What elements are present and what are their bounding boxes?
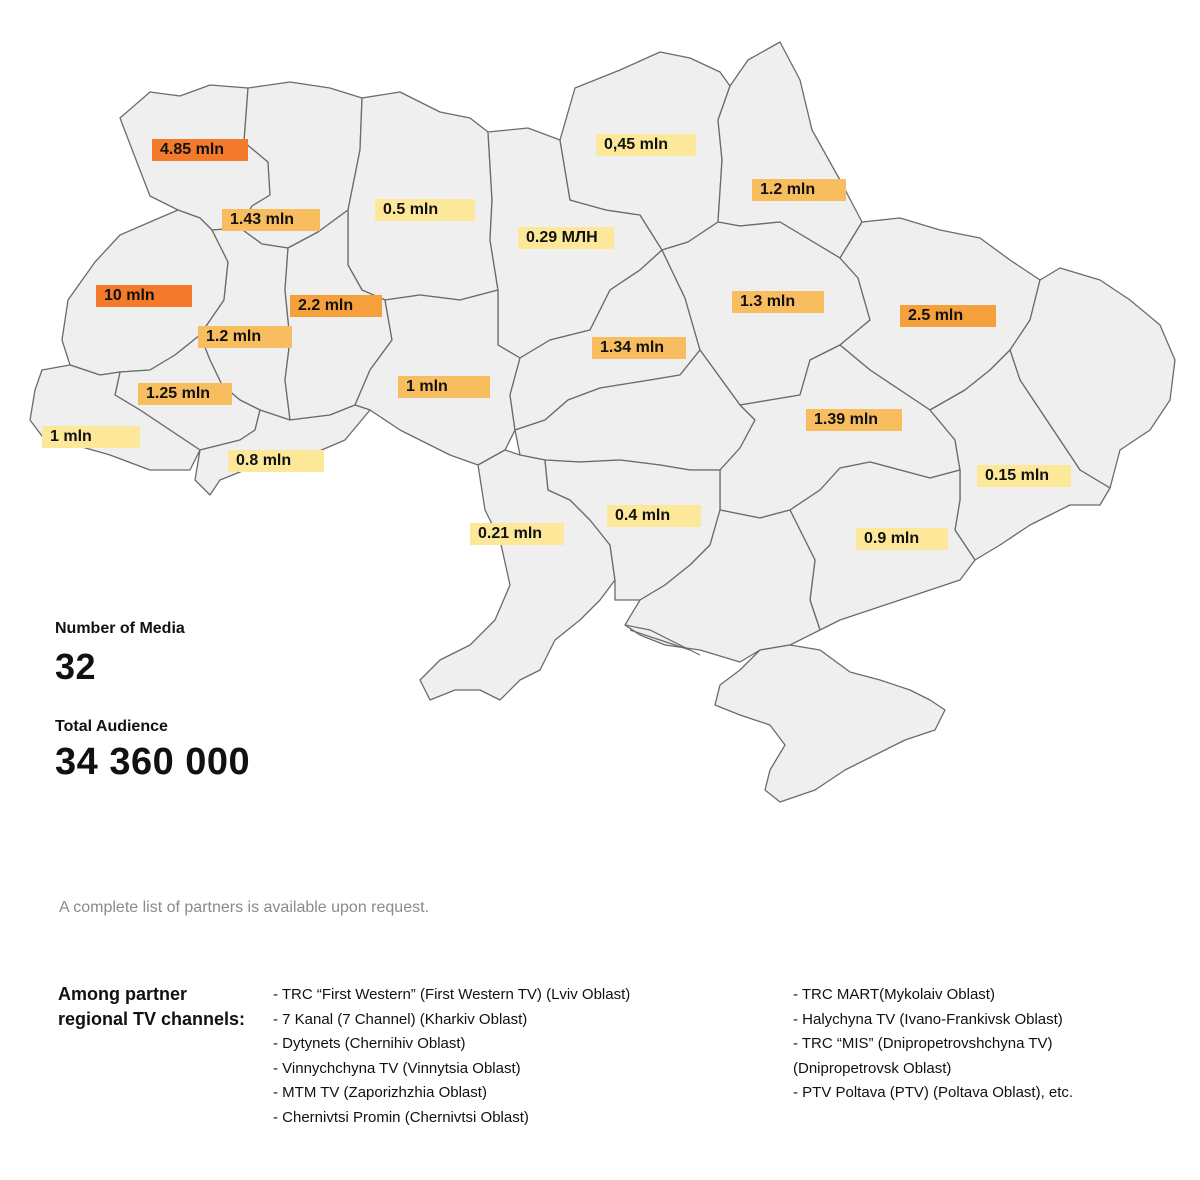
audience-label: Total Audience [55,718,168,735]
media-count-value: 32 [55,646,97,687]
partner-item: - Halychyna TV (Ivano-Frankivsk Oblast) [793,1010,1063,1028]
partner-item: - Dytynets (Chernihiv Oblast) [273,1035,466,1052]
region-audience-label: 2.2 mln [290,295,382,317]
region-audience-label: 0.21 mln [470,523,564,545]
region-audience-label: 1 mln [398,376,490,398]
media-count-label: Number of Media [55,620,185,637]
region-audience-label: 0.8 mln [228,450,324,472]
partner-item: - 7 Kanal (7 Channel) (Kharkiv Oblast) [273,1010,528,1028]
partner-item: - PTV Poltava (PTV) (Poltava Oblast), etc. [793,1084,1074,1101]
region-audience-label: 0.5 mln [375,199,475,221]
region-audience-label: 0.15 mln [977,465,1071,487]
region-audience-label: 1 mln [42,426,140,448]
partners-note: A complete list of partners is available upon request. [59,899,429,916]
region-audience-label: 1.2 mln [752,179,846,201]
region-audience-label: 0.29 МЛН [518,227,614,249]
region-crimea [715,645,945,802]
region-audience-label: 10 mln [96,285,192,307]
partner-item: - MTM TV (Zaporizhzhia Oblast) [273,1084,487,1101]
region-audience-label: 1.34 mln [592,337,686,359]
region-audience-label: 4.85 mln [152,139,248,161]
region-audience-label: 1.43 mln [222,209,320,231]
partners-list-col2 [793,983,1073,1106]
partner-item: (Dnipropetrovsk Oblast) [793,1059,952,1077]
region-audience-label: 1.25 mln [138,383,232,405]
region-audience-label: 1.2 mln [198,326,292,348]
region-audience-label: 0.4 mln [607,505,701,527]
region-audience-label: 1.39 mln [806,409,902,431]
partners-heading: Among partner regional TV channels: [58,984,246,1029]
region-audience-label: 0.9 mln [856,528,948,550]
partner-item: - TRC “First Western” (First Western TV) (Lviv Oblast) [273,986,631,1003]
partner-item: - TRC “MIS” (Dnipropetrovshchyna TV) [793,1035,1053,1052]
audience-value: 34 360 000 [55,741,251,783]
partner-item: - TRC MART(Mykolaiv Oblast) [793,986,995,1003]
partners-list-col1 [273,983,630,1130]
region-audience-label: 2.5 mln [900,305,996,327]
region-zhytomyr [348,92,498,300]
partner-item: - Vinnychchyna TV (Vinnytsia Oblast) [273,1059,521,1077]
region-audience-label: 0,45 mln [596,134,696,156]
region-audience-label: 1.3 mln [732,291,824,313]
partner-item: - Chernivtsi Promin (Chernivtsi Oblast) [273,1108,529,1126]
